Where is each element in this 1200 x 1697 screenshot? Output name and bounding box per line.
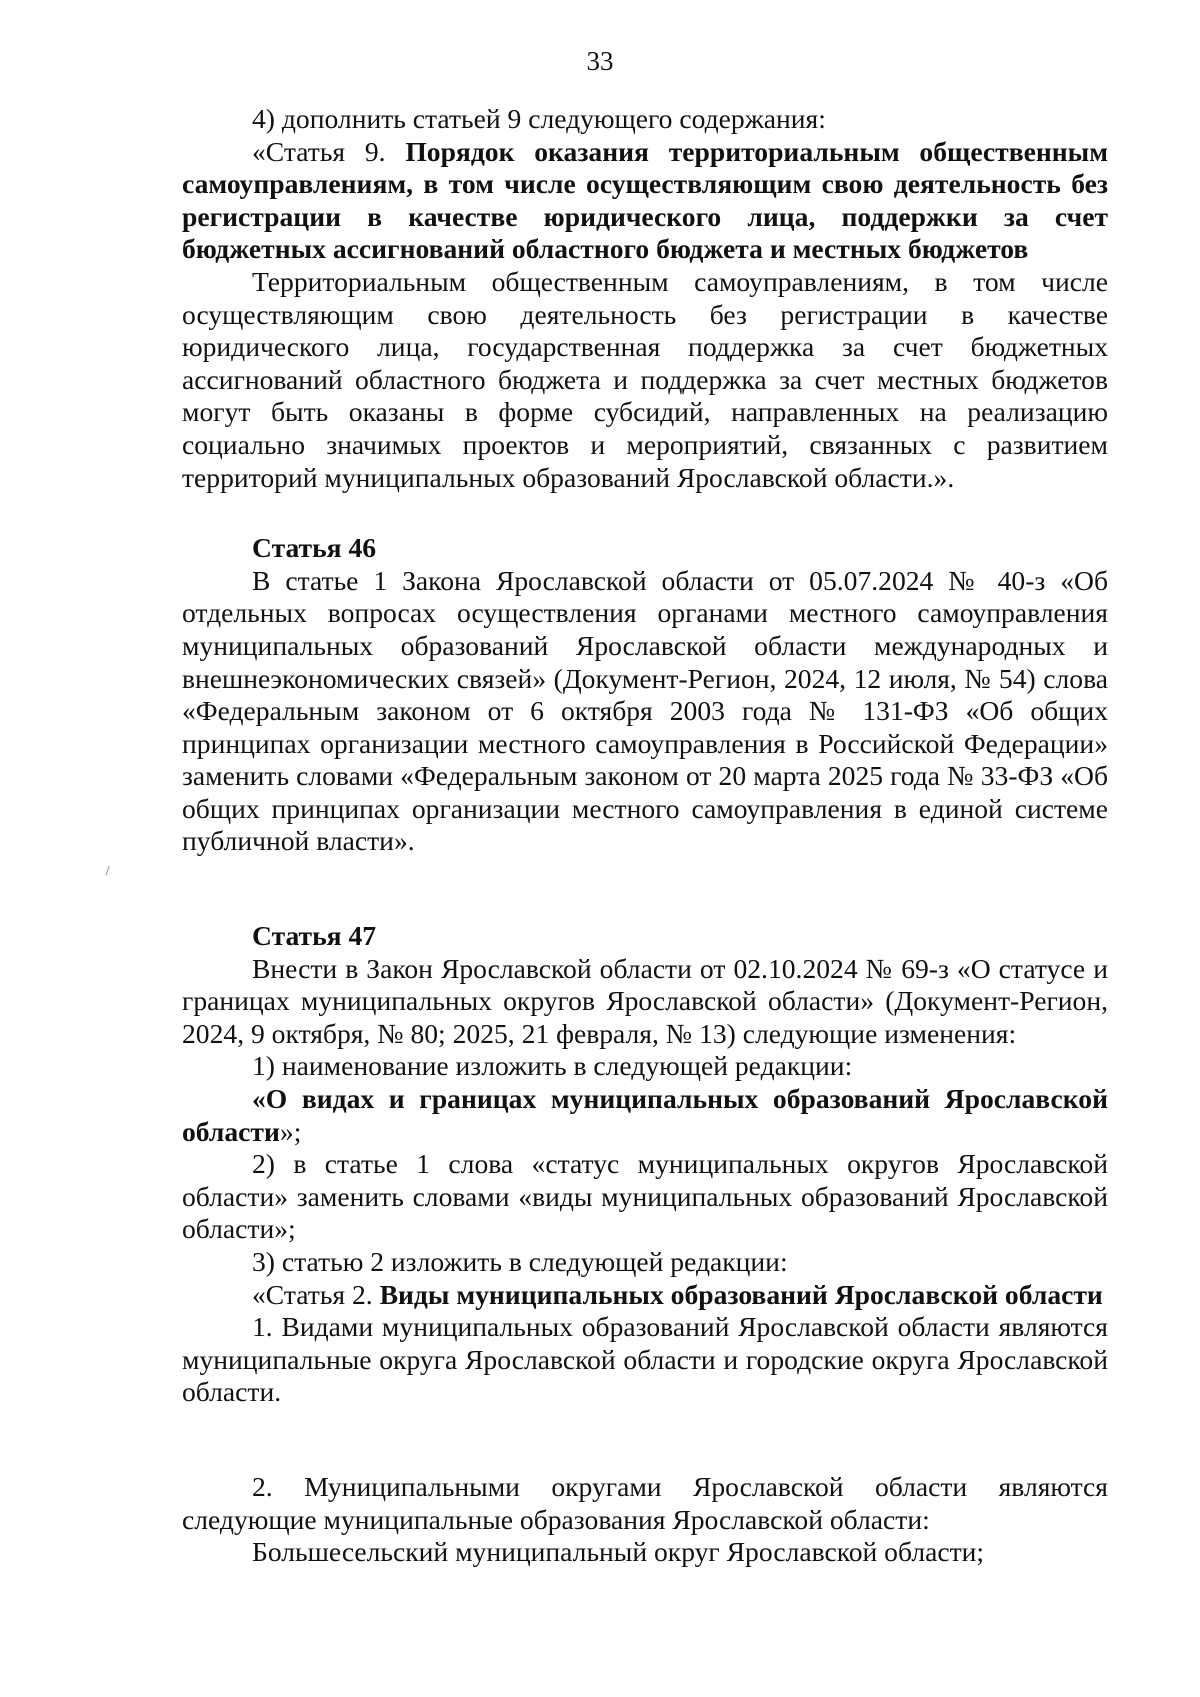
document-body — [182, 103, 1108, 1569]
article-47-intro: Внести в Закон Ярославской области от 02.10.2024 № 69-з «О статусе и границах муниципальных округов Ярославской области» (Документ-Регион, 2024, 9 октября, № 80; 2025, 21 февраля, № 13) следующие изменения: — [182, 952, 1108, 1049]
amendment-item-4: 4) дополнить статьей 9 следующего содержания: — [252, 103, 826, 134]
article-47-item-1: 1) наименование изложить в следующей редакции: — [252, 1050, 853, 1082]
article-9-lead: «Статья 9. — [252, 135, 406, 167]
article-9-body: Территориальным общественным самоуправлениям, в том числе осуществляющим свою деятельность без регистрации в качестве юридического лица, государственная поддержка за счет бюджетных ассигнований областного бюджета и поддержка за счет местных бюджетов могут быть оказаны в форме субсидий, направленных на реализацию социально значимых проектов и мероприятий, связанных с развитием территорий муниципальных образований Ярославской области.». — [182, 265, 1108, 493]
margin-mark — [105, 866, 111, 876]
article-47-item-3: 3) статью 2 изложить в следующей редакции: — [252, 1246, 788, 1277]
page-number: 33 — [586, 46, 614, 76]
new-title-tail: »; — [279, 1115, 302, 1147]
article-2-part-2-item: Большесельский муниципальный округ Ярославской области; — [252, 1536, 985, 1568]
article-47-heading: Статья 47 — [252, 920, 377, 952]
article-2-part-1: 1. Видами муниципальных образований Ярославской области являются муниципальные округа Ярославской области и городские округа Ярославской области. — [182, 1311, 1108, 1408]
article-2-heading — [182, 1279, 1108, 1312]
article-47-new-title — [182, 1083, 1108, 1148]
article-46-heading: Статья 46 — [252, 532, 377, 564]
article-47-item-2: 2) в статье 1 слова «статус муниципальных округов Ярославской области» заменить словами «виды муниципальных образований Ярославской области»; — [182, 1148, 1108, 1245]
new-title-text: «О видах и границах муниципальных образований Ярославской области — [182, 1083, 1108, 1147]
article-2-part-2: 2. Муниципальными округами Ярославской области являются следующие муниципальные образования Ярославской области: — [182, 1470, 1108, 1535]
article-2-lead: «Статья 2. — [252, 1278, 380, 1310]
article-2-title: Виды муниципальных образований Ярославской области — [379, 1278, 1103, 1310]
article-46-body: В статье 1 Закона Ярославской области от 05.07.2024 № 40-з «Об отдельных вопросах осуществления органами местного самоуправления муниципальных образований Ярославской области международных и внешнеэкономических связей» (Документ-Регион, 2024, 12 июля, № 54) слова «Федеральным законом от 6 октября 2003 года № 131-ФЗ «Об общих принципах организации местного самоуправления в Российской Федерации» заменить словами «Федеральным законом от 20 марта 2025 года № 33-ФЗ «Об общих принципах организации местного самоуправления в единой системе публичной власти». — [182, 564, 1108, 857]
article-9-heading — [182, 136, 1108, 266]
article-9-title: Порядок оказания территориальным общественным самоуправлениям, в том числе осуществляющим свою деятельность без регистрации в качестве юридического лица, поддержки за счет бюджетных ассигнований областного бюджета и местных бюджетов — [182, 135, 1108, 265]
